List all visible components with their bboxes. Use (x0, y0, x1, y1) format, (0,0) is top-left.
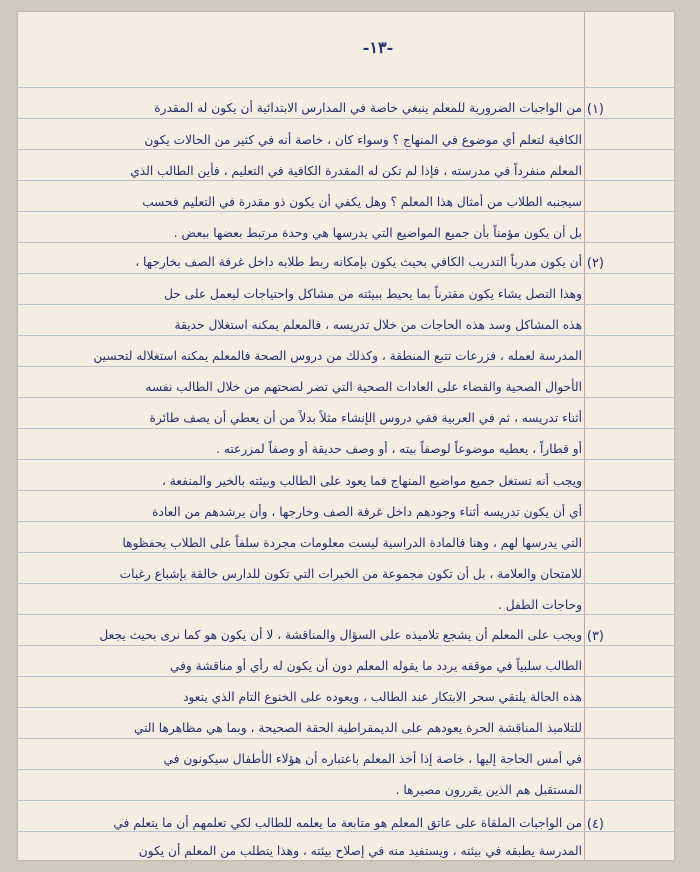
ruled-line (18, 87, 674, 88)
ruled-line (18, 738, 674, 739)
text-line: سيجنبه الطلاب من أمثال هذا المعلم ؟ وهل يكفي أن يكون ذو مقدرة في التعليم فحسب (142, 195, 582, 209)
ruled-line (18, 366, 674, 367)
ruled-line (18, 335, 674, 336)
text-line: أي أن يكون تدريسه أثناء وجودهم داخل غرفة الصف وخارجها ، وأن يرشدهم من العادة (152, 505, 582, 519)
ruled-line (18, 397, 674, 398)
ruled-line (18, 521, 674, 522)
text-line: المدرسة يطبقه في بيئته ، ويستفيد منه في إصلاح بيئته ، وهذا يتطلب من المعلم أن يكون (138, 844, 582, 858)
ruled-line (18, 304, 674, 305)
text-line: الكافية لتعلم أي موضوع في المنهاج ؟ وسواء كان ، خاصة أنه في كثير من الحالات يكون (144, 133, 582, 147)
text-line: وهذا التصل يشاء يكون مقترناً بما يحيط ببيئته من مشاكل واحتياجات ليعمل على حل (164, 287, 582, 301)
ruled-line (18, 459, 674, 460)
text-line: أن يكون مدرباً التدريب الكافي بحيث يكون بإمكانه ربط طلابه داخل غرفة الصف بخارجها ، (135, 255, 582, 269)
ruled-line (18, 490, 674, 491)
text-line: في أمس الحاجة إليها ، خاصة إذا أخذ المعلم باعتباره أن هؤلاء الأطفال سيكونون في (163, 752, 582, 766)
page-number: -١٣- (362, 38, 394, 57)
ruled-line (18, 645, 674, 646)
text-line: المستقبل هم الذين يقررون مصيرها . (395, 783, 582, 797)
text-line: من الواجبات الضرورية للمعلم ينبغي خاصة في المدارس الابتدائية أن يكون له المقدرة (154, 101, 582, 115)
paragraph-number: (٤) (586, 817, 604, 832)
text-line: ويجب على المعلم أن يشجع تلاميذه على السؤال والمناقشة ، لا أن يكون هو كما نرى بحيث يجعل (99, 628, 582, 642)
ruled-line (18, 180, 674, 181)
text-line: المعلم منفرداً في مدرسته ، فإذا لم تكن له المقدرة الكافية في التعليم ، فأين الطالب الذي (130, 164, 582, 178)
ruled-line (18, 149, 674, 150)
ruled-line (18, 273, 674, 274)
margin-line (584, 12, 585, 860)
text-line: وحاجات الطفل . (498, 598, 582, 612)
ruled-line (18, 614, 674, 615)
ruled-line (18, 211, 674, 212)
ruled-line (18, 428, 674, 429)
text-line: ويجب أنه تستغل جميع مواضيع المنهاج فما يعود على الطالب وبيئته بالخير والمنفعة ، (161, 474, 582, 488)
text-line: الطالب سلبياً في موقفه يردد ما يقوله المعلم دون أن يكون له رأي أو مناقشة وفي (169, 659, 582, 673)
ruled-paper-sheet (18, 12, 674, 860)
ruled-line (18, 769, 674, 770)
text-line: الأحوال الصحية والقضاء على العادات الصحية التي تضر لصحتهم من خلال الطالب نفسه (145, 380, 582, 394)
text-line: بل أن يكون مؤمناً بأن جميع المواضيع التي يدرسها هي وحدة مرتبط بعضها ببعض . (173, 226, 582, 240)
text-line: المدرسة لعمله ، فزرعات تتبع المنطقة ، وكذلك من دروس الصحة فالمعلم يمكنه استغلاله لتحسين (93, 349, 582, 363)
text-line: من الواجبات الملقاة على عاتق المعلم هو متابعة ما يعلمه للطالب لكي تعلمهم أن ما يتعلم في (113, 816, 582, 830)
paragraph-number: (١) (586, 102, 604, 117)
ruled-line (18, 707, 674, 708)
ruled-line (18, 118, 674, 119)
text-line: هذه المشاكل وسد هذه الحاجات من خلال تدريسه ، فالمعلم يمكنه استغلال حديقة (174, 318, 582, 332)
paragraph-number: (٣) (586, 629, 604, 644)
ruled-line (18, 831, 674, 832)
ruled-line (18, 583, 674, 584)
ruled-line (18, 242, 674, 243)
text-line: للتلاميذ المناقشة الحرة يعودهم على الديمقراطية الحقة الصحيحة ، وبما هي مظاهرها التي (133, 721, 582, 735)
text-line: التي يدرسها لهم ، وهنا فالمادة الدراسية ليست معلومات مجردة سلفاً على الطلاب يحفظوها (122, 536, 582, 550)
text-line: أثناء تدريسه ، ثم في العربية ففي دروس الإنشاء مثلاً بدلاً من أن يعطي أن يصف طائرة (149, 411, 582, 425)
ruled-line (18, 552, 674, 553)
paragraph-number: (٢) (586, 256, 604, 271)
text-line: للامتحان والعلامة ، بل أن تكون مجموعة من الخبرات التي تكون للدارس خالقة بإشباع رغبات (119, 567, 582, 581)
ruled-line (18, 800, 674, 801)
ruled-line (18, 676, 674, 677)
text-line: أو قطاراً ، يعطيه موضوعاً لوصفاً بيته ، أو وصف حديقة أو وصفاً لمزرعته . (216, 442, 582, 456)
text-line: هذه الحالة يلتقي سحر الابتكار عند الطالب ، ويعوده على الخنوع التام الذي يتعود (183, 690, 582, 704)
